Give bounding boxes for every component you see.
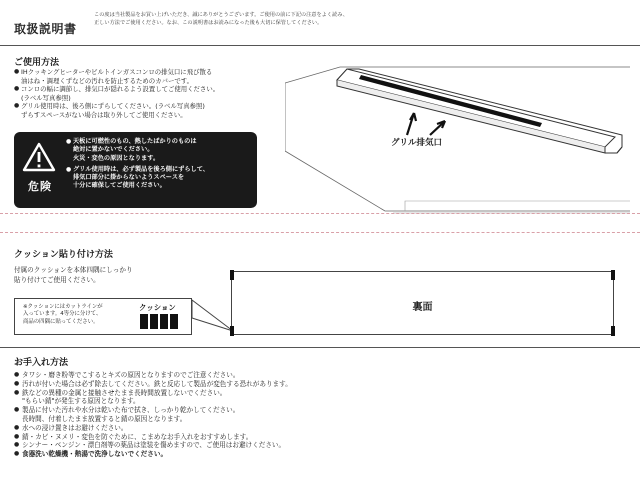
list-item-text: 長時間、付着したまま放置すると錆の原因となります。 <box>22 414 187 423</box>
danger-item-text: ● グリル使用時は、必ず製品を後ろ側にずらして、 <box>73 165 209 173</box>
section-divider <box>0 232 640 233</box>
corner-cushion <box>611 270 615 280</box>
section-divider <box>0 347 640 348</box>
document-header <box>0 0 640 45</box>
list-item <box>14 389 626 407</box>
cushion-note-line: 商品の四隅に貼ってください。 <box>23 318 99 325</box>
section-divider <box>0 213 640 214</box>
list-item-text: "もらい錆"が発生する原因となります。 <box>22 397 140 406</box>
cushion-pieces <box>140 314 178 329</box>
list-item <box>14 406 626 424</box>
header-divider <box>0 45 640 46</box>
list-item-text: ● 水への浸け置きはお避けください。 <box>22 423 128 432</box>
corner-cushion <box>611 326 615 336</box>
cushion-description <box>14 266 214 285</box>
care-list <box>14 371 626 459</box>
exhaust-cover-illustration <box>285 55 630 215</box>
intro-text <box>94 11 534 27</box>
corner-cushion <box>230 270 234 280</box>
list-item <box>14 424 626 433</box>
list-item <box>14 102 274 119</box>
cushion-callout <box>14 298 192 335</box>
list-item-text: ● コンロの幅に調節し、排気口が隠れるよう設置してご使用ください。 <box>21 85 220 94</box>
danger-warning-box <box>14 132 257 208</box>
grill-exhaust-label: グリル排気口 <box>391 138 443 148</box>
list-item-text: ずらすスペースがない場合は取り外してご使用ください。 <box>21 110 187 119</box>
list-item <box>14 371 626 380</box>
list-item-text: ● グリル使用時は、後ろ側にずらしてください。(ラベル写真参照) <box>21 102 205 111</box>
list-item-text: ● 錆・カビ・ヌメリ・変色を防ぐために、こまめなお手入れをおすすめします。 <box>22 432 253 441</box>
list-item-text: ● 製品に付いた汚れや水分は乾いた布で拭き、しっかり乾かしてください。 <box>22 406 240 415</box>
list-item <box>14 85 274 102</box>
list-item <box>14 450 626 459</box>
danger-label: 危険 <box>28 180 52 193</box>
cushion-desc-line: 付属のクッションを本体四隅にしっかり <box>14 266 133 274</box>
cushion-note-line: ※クッションにはカットラインが <box>23 304 103 310</box>
list-item-text: ● 汚れが付いた場合は必ず除去してください。鉄と反応して製品が変色する恐れがあります。 <box>22 379 292 388</box>
care-heading: お手入れ方法 <box>14 358 69 368</box>
danger-item <box>66 166 254 191</box>
intro-line: 正しい方法でご使用ください。なお、この説明書はお読みになった後も大切に保管してください。 <box>94 20 323 26</box>
usage-list <box>14 68 274 120</box>
list-item-text: ● タワシ・磨き粉等でこするとキズの原因となりますのでご注意ください。 <box>22 371 240 379</box>
cushion-note-line: 入っています。4等分に分けて、 <box>23 311 102 318</box>
list-item-text: ● 食器洗い乾燥機・熱湯で洗浄しないでください。 <box>22 450 168 459</box>
cushion-piece <box>170 314 178 329</box>
warning-triangle-icon <box>22 142 56 172</box>
list-item-text: ● IHクッキングヒーターやビルトインガスコンロの排気口に飛び散る <box>21 68 213 76</box>
cushion-piece <box>140 314 148 329</box>
danger-item <box>66 138 254 163</box>
danger-list <box>66 138 254 194</box>
cushion-piece <box>150 314 158 329</box>
corner-cushion <box>230 326 234 336</box>
product-back-panel <box>231 271 614 335</box>
list-item-text: 油はね・調理くずなどの汚れを防止するためのカバーです。 <box>21 76 194 85</box>
usage-heading: ご使用方法 <box>14 58 60 68</box>
document-title: 取扱説明書 <box>14 22 77 36</box>
list-item-text: (ラベル写真参照) <box>21 93 71 102</box>
list-item-text: ● 鉄などの異種の金属と接触させたまま長時間放置しないでください。 <box>22 388 227 397</box>
list-item-text: ● シンナー・ベンジン・漂白剤等の薬品は塗装を傷めますので、ご使用はお避けください。 <box>22 441 286 450</box>
cushion-piece <box>160 314 168 329</box>
cushion-desc-line: 貼り付けてご使用ください。 <box>14 275 100 284</box>
danger-item-text: ● 天板に可燃性のもの、熱したばかりのものは <box>73 138 197 145</box>
danger-item-text: 絶対に置かないでください。 <box>73 146 154 154</box>
list-item <box>14 380 626 389</box>
list-item <box>14 441 626 450</box>
cushion-name: クッション <box>139 303 176 312</box>
cushion-note <box>23 304 133 326</box>
danger-item-text: 火災・変色の原因となります。 <box>73 154 160 162</box>
danger-item-text: 排気口部分に掛からないようスペースを <box>73 174 185 182</box>
intro-line: この度は当社製品をお買い上げいただき、誠にありがとうございます。ご使用の前に下記の注意をよく読み、 <box>94 12 348 18</box>
cushion-heading: クッション貼り付け方法 <box>14 250 113 260</box>
back-side-label: 裏面 <box>412 302 433 313</box>
list-item <box>14 68 274 85</box>
danger-item-text: 十分に確保してご使用ください。 <box>73 182 166 190</box>
